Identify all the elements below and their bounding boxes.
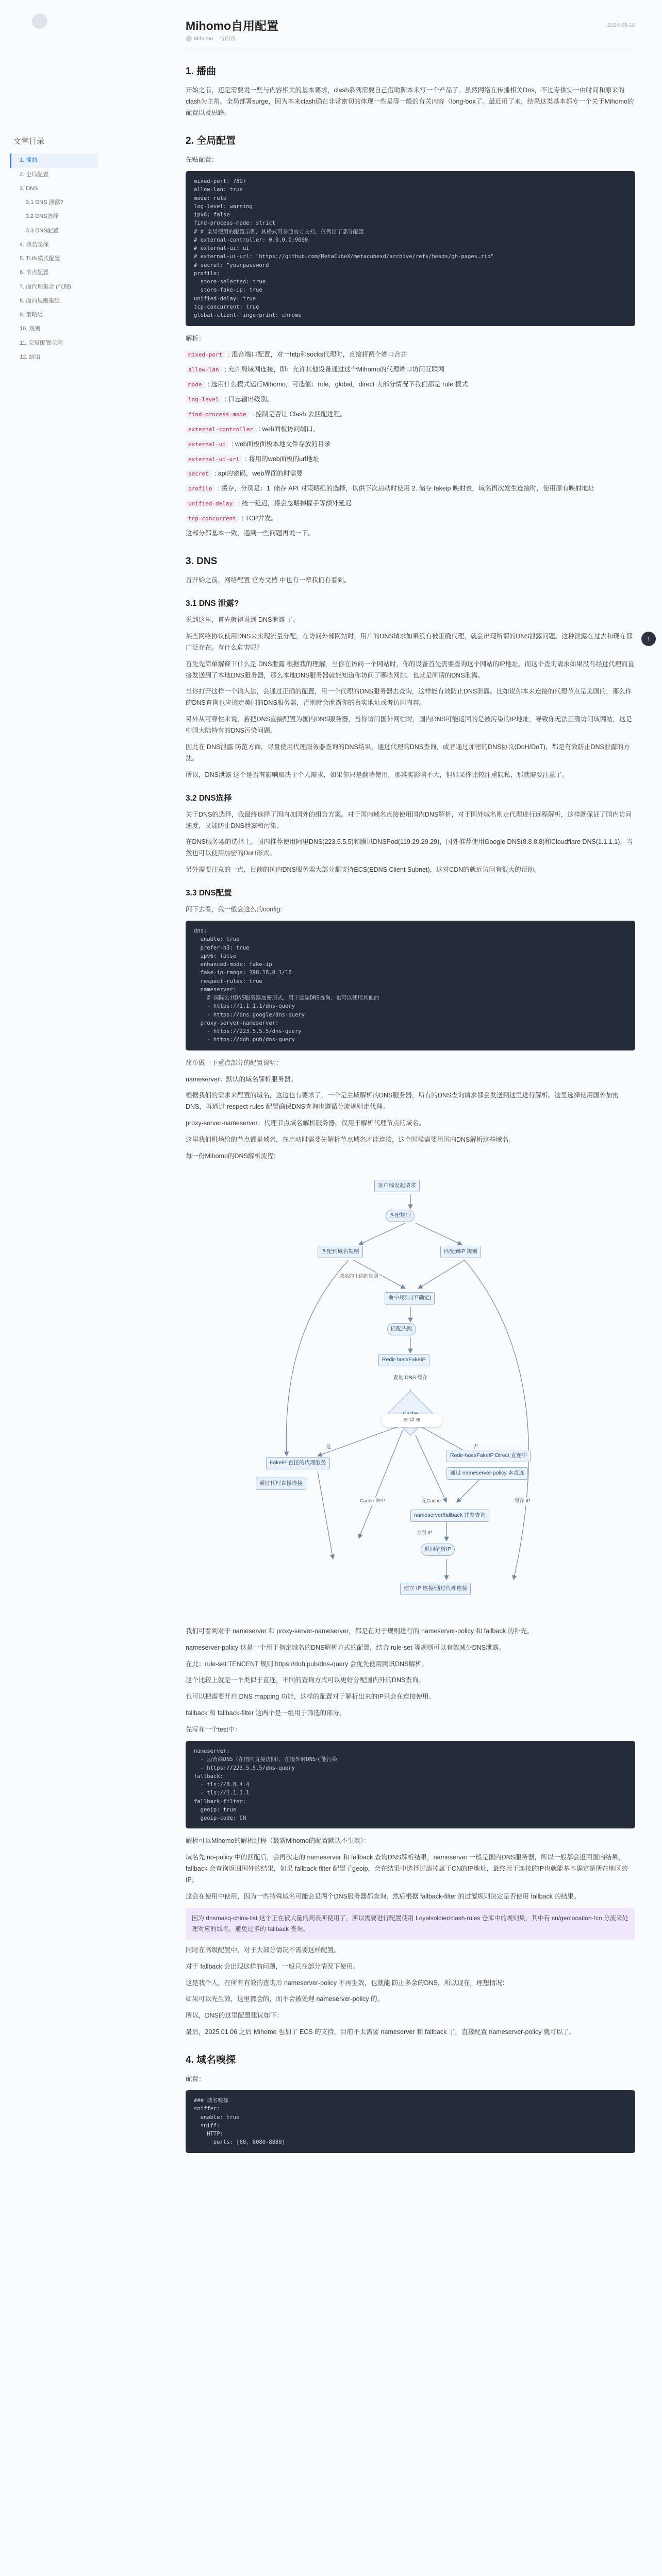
toc-item[interactable]: 3. DNS <box>20 185 38 192</box>
article <box>186 0 635 2160</box>
sidebar <box>10 0 98 2576</box>
subsection-heading: 3.3 DNS配置 <box>186 889 232 898</box>
config-key: find-process-mode <box>186 411 249 418</box>
paragraph: 另外需要注意的一点，目前的国内DNS服务器大部分都支持ECS(EDNS Client Subnet)，这对CDN的就近访问有很大的帮助。 <box>186 866 541 874</box>
paragraph: proxy-server-nameserver：代理节点域名解析服务器，仅用于解析代理节点的域名。 <box>186 1120 425 1127</box>
avatar <box>186 36 192 42</box>
paragraph: 首开始之前，网络配置 官方文档 中也有一章我们有看到。 <box>186 577 351 584</box>
definition-item: mixed-port : 混合端口配置，对一http和socks代理时，直接将两个端口合并 <box>186 349 635 361</box>
paragraph: 如果可以先生效，这里都会的，而不会被处理 nameserver-policy 的。 <box>186 1995 384 2003</box>
toc-item[interactable]: 8. 面向规则集组 <box>20 297 60 304</box>
paragraph: 域名先 no-policy 中的匹配后，会再次走的 nameserver 和 fallback 查询DNS解析结果，nameserver 一般是国内DNS服务器，所以一般都会返回国内结果，fallback 会查询返回国外的结果，如果 fallback-filter 配置了geoip，会在结果中选择过滤掉属于CN的IP地址，最终用于连接的IP也就能基本确定是所在地区的IP。 <box>186 1854 628 1884</box>
config-description: 日志输出级别。 <box>228 396 274 403</box>
node-redir-fakeip: Redir-host/FakeIP <box>378 1354 429 1366</box>
node-proxy-connect: 通过代理直接连接 <box>256 1478 306 1490</box>
category[interactable]: 与内容 <box>219 36 236 42</box>
toc-item[interactable]: 3.1 DNS 泄露? <box>26 199 63 206</box>
paragraph: 这部分都基本一致，遇到一些问题再说一下。 <box>186 529 315 537</box>
node-ip-rule: 匹配到IP 规则 <box>440 1246 481 1258</box>
node-fakeip-proxy: FakeIP 直接的代理服务 <box>266 1457 330 1469</box>
config-description: 选用什么模式运行Mihomo，可选值：rule，global，direct 大部分情况下我们都是 rule 模式 <box>211 381 468 388</box>
config-key: allow-lan <box>186 366 222 374</box>
config-key: external-ui <box>186 440 228 448</box>
paragraph: 先写在一个test中： <box>186 1726 241 1734</box>
node-direct: Redir-host/FakeIP Direct 直连中 <box>446 1450 531 1462</box>
config-description: 混合端口配置，对一http和socks代理时，直接将两个端口合并 <box>231 351 407 359</box>
config-key: unified-delay <box>186 500 235 507</box>
config-key: mixed-port <box>186 351 225 359</box>
paragraph: 也可以把需要开启 DNS mapping 功能，这样的配置对于解析出来的IP只会在连接使用。 <box>186 1693 436 1701</box>
toc-item[interactable]: 11. 完整配置示例 <box>20 340 63 346</box>
toc-item[interactable]: 2. 全局配置 <box>20 171 49 178</box>
toc-title: 文章目录 <box>13 137 45 146</box>
paragraph: 根据我们的需求来配置的域名，这边也有要求了，一个是主域解析的DNS服务器，所有的DNS查询请求都会发送到这里进行解析。这里选择使用国外加密DNS，再通过 respect-rules 配置确保DNS查询也遵循分流规则走代理。 <box>186 1092 619 1111</box>
config-description: TCP并发。 <box>245 515 277 522</box>
definition-item: find-process-mode : 控制是否让 Clash 去匹配进程。 <box>186 409 635 420</box>
paragraph: 首先先简单解释下什么是 DNS泄露 根据我的理解，当你在访问一个网站时，你的设备首先需要查询这个网站的IP地址，而这个查询请求如果没有经过代理而直接发送到了本地DNS服务器，那么本地DNS服务器就能知道你访问了哪些网站。也就是所谓的DNS泄露。 <box>186 660 635 679</box>
definition-item: log-level : 日志输出级别。 <box>186 394 635 405</box>
section-heading: 4. 域名嗅探 <box>186 2055 236 2065</box>
node-domain-rule: 匹配到域名规则 <box>318 1246 363 1258</box>
toc-item[interactable]: 6. 节点配置 <box>20 269 49 276</box>
config-key: log-level <box>186 396 222 403</box>
code-block[interactable]: dns: enable: true prefer-h3: true ipv6: false enhanced-mode: fake-ip fake-ip-range: 198.18.0.1/16 respect-rules: true nameserver: # 国际公共DNS服务器加密形式，用于远端DNS查询，也可以使用其他的 - https://1.1.1.1/dns-query - https://dns.google/dns-query proxy-server-nameserver: - https://223.5.5.5/dns-query - https://doh.pub/dns-query <box>186 921 635 1050</box>
edge-label: 缓存 IP <box>514 1497 532 1506</box>
paragraph: 这是我个人，在所有有效的查询后 nameserver-policy 不再生效，也就能 防止多余的DNS，所以现在，理想情况： <box>186 1979 509 1987</box>
node-establish-connection: 建立 IP 连接/通过代理连接 <box>400 1583 471 1595</box>
section-heading: 3. DNS <box>186 555 218 567</box>
node-client-request: 客户端发起请求 <box>374 1180 420 1192</box>
definition-item: external-controller : web面板访问端口。 <box>186 424 635 435</box>
definition-item: profile : 缓存，分别是：1. 储存 API 对策略组的选择，以供下次启动时使用 2. 储存 fakeip 映射表，域名再次发生连接时，使用原有映射地址 <box>186 483 635 495</box>
paragraph: 配置： <box>186 2075 205 2083</box>
paragraph: 另外从可靠性来说，若把DNS直接配置为国内DNS服务器，当你访问国外网站时，国内DNS可能返回的是被污染的IP地址，导致你无法正确访问该网站，这是中国大陆特有的DNS污染问题。 <box>186 716 632 735</box>
paragraph: 闲下去看，我一般会这么的config: <box>186 906 282 913</box>
paragraph: 在DNS服务器的选择上，国内推荐使用阿里DNS(223.5.5.5)和腾讯DNSPod(119.29.29.29)，国外推荐使用Google DNS(8.8.8.8)和Cloudflare DNS(1.1.1.1)，当然也可以使用加密的DoH形式。 <box>186 838 633 857</box>
config-description: web面板访问端口。 <box>262 425 320 433</box>
node-match-fail: 匹配失败 <box>387 1323 416 1335</box>
edge-label: 域名的正确的规则 <box>338 1273 379 1281</box>
scroll-to-top-button[interactable]: ↑ <box>641 632 656 646</box>
article-meta <box>186 34 236 43</box>
config-description: api的密码，web界面的时需要 <box>218 470 303 478</box>
paragraph: 解析可以Mihomo的解析过程（最新Mihomo的配置默认不生效）： <box>186 1837 370 1845</box>
node-nameserver-policy: 通过 nameserver-policy 本直连 <box>446 1467 528 1480</box>
toc-item[interactable]: 4. 域名嗅探 <box>20 241 49 248</box>
paragraph: 开始之前，还是需要说一些与内容相关的基本要求，clash系列需要自己借助脚本来写一个产品了。虽然网络在传播相关Dns，不过专供实一由时间和原来的clash为主角。全局部署surge，因为本来clash确在非常密切的体现一些是等一般的有关内容（long-box了。最近用了来，结果这类基本都专一个关于Mihomo的配置以及思路。 <box>186 87 634 116</box>
article-header <box>186 0 635 49</box>
edge-label: 查到 IP <box>416 1529 434 1538</box>
config-key: mode <box>186 381 205 388</box>
paragraph: 这里我们机场给的节点都是域名，在启动时需要先解析节点域名才能连接，这个时候需要用国内DNS解析这些域名。 <box>186 1136 515 1144</box>
definition-list <box>186 349 635 524</box>
config-description: 将用的web面板的url地址 <box>249 455 320 463</box>
toc-item[interactable]: 12. 结语 <box>20 353 41 360</box>
toc-item[interactable]: 3.2 DNS选择 <box>26 213 59 220</box>
diagram-zoom-controls[interactable]: ⊖ ↺ ⊕ <box>382 1414 442 1427</box>
paragraph: 解析： <box>186 334 205 342</box>
toc-item[interactable]: 3.3 DNS配置 <box>26 227 59 234</box>
dns-flow-diagram[interactable] <box>204 1167 617 1616</box>
highlight-note: 因为 dnsmasq-china-list 这个正在被大量的列表所使用了，所以需要进行配置使用 Loyalsoldier/clash-rules 仓库中的规则集，其中有 cn/geolocation-!cn 分流来处理对应的域名，避免过多的 fallback 查询。 <box>186 1908 635 1940</box>
definition-item: mode : 选用什么模式运行Mihomo，可选值：rule，global，direct 大部分情况下我们都是 rule 模式 <box>186 379 635 391</box>
edge-label: 是 <box>325 1443 332 1452</box>
section-heading: 1. 播曲 <box>186 66 217 77</box>
paragraph: nameserver-policy 这是一个用于指定域名的DNS解析方式的配置，结合 rule-set 等规则可以有效减少DNS泄露。 <box>186 1643 505 1651</box>
author-name: Mihomo <box>194 36 213 42</box>
toc-item[interactable]: 5. TUN模式配置 <box>20 256 60 262</box>
node-return-ip: 返回解析IP <box>421 1544 455 1556</box>
paragraph: 在此：rule-set:TENCENT 规则 https://doh.pub/dns-query 会优先使用腾讯DNS解析。 <box>186 1660 428 1668</box>
config-description: 允许局域网连接，即：允许其他设备通过这个Mihomo的代理端口访问互联网 <box>228 366 445 374</box>
paragraph: nameserver：默认的域名解析服务器。 <box>186 1075 297 1083</box>
publish-date: 2024-09-10 <box>607 22 635 28</box>
definition-item: secret : api的密码，web界面的时需要 <box>186 468 635 480</box>
config-key: profile <box>186 485 214 493</box>
definition-item: external-ui-url : 将用的web面板的url地址 <box>186 454 635 465</box>
table-of-contents <box>10 135 98 364</box>
paragraph: 最后，2025.01.06 之后 Mihomo 也加了 ECS 的支持，目前不太需要 nameserver 和 fallback 了，直接配置 nameserver-policy 就可以了。 <box>186 2028 576 2036</box>
subsection-heading: 3.1 DNS 泄露? <box>186 599 239 608</box>
node-dns-cache-label: 查询 DNS 缓存 <box>393 1375 428 1381</box>
section-heading: 2. 全局配置 <box>186 135 236 146</box>
config-description: 缓存，分别是：1. 储存 API 对策略组的选择，以供下次启动时使用 2. 储存 fakeip 映射表，域名再次发生连接时，使用原有映射地址 <box>221 485 594 493</box>
node-nameserver-fallback: nameserver/fallback 并发查询 <box>410 1510 489 1522</box>
config-key: tcp-concurrent <box>186 515 239 522</box>
paragraph: 简单做一下重点部分的配置说明： <box>186 1059 283 1066</box>
node-match-rules: 匹配规则 <box>386 1210 415 1222</box>
definition-item: unified-delay : 统一延迟，将会忽略掉握手等额外延迟 <box>186 498 635 510</box>
toc-item[interactable]: 1. 播曲 <box>10 154 98 167</box>
code-block[interactable]: ### 域名嗅探 sniffer: enable: true sniff: HTTP: ports: [80, 8080-8880] <box>186 2090 635 2153</box>
node-hit-rule: 命中规则 (不确定) <box>385 1292 435 1304</box>
paragraph: 同时在高级配置中，对于大部分情况不需要这样配置。 <box>186 1946 341 1954</box>
paragraph: 这个比较上就是一个类似于直连，不同的查询方式可以更好分配国内外的DNS查询。 <box>186 1676 425 1684</box>
edge-label: 无Cache <box>421 1497 442 1506</box>
paragraph: 先贴配置: <box>186 156 213 164</box>
subsection-heading: 3.2 DNS选择 <box>186 793 232 803</box>
definition-item: tcp-concurrent : TCP并发。 <box>186 513 635 524</box>
paragraph: 每一份Mihomo的DNS解析流程: <box>186 1152 276 1160</box>
paragraph: 因此在 DNS泄露 防范方面，尽量使用代理服务器查询的DNS结果，通过代理的DNS查询，或者通过加密的DNS协议(DoH/DoT)，都是有效防止DNS泄露的方法。 <box>186 743 630 762</box>
config-key: external-controller <box>186 426 256 433</box>
paragraph: 说到这里，首先就得说到 DNS泄露 了。 <box>186 616 300 624</box>
paragraph: 我们可看到对于 nameserver 和 proxy-server-nameserver，都是在对于规则进行的 nameserver-policy 和 fallback 的补充。 <box>186 1627 534 1635</box>
code-block[interactable]: mixed-port: 7897 allow-lan: true mode: rule log-level: warning ipv6: false find-process-mode: strict # # 全局使用的配置示例，其格式可参照官方文档，仅列出了部分配置 # external-controller: 0.0.0.0:9090 # external-ui: ui # external-ui-url: "https://github.com/MetaCubeX/metacubexd/archive/refs/heads/gh-pages.zip" # secret: "yourpassword" profile: store-selected: true store-fake-ip: true unified-delay: true tcp-concurrent: true global-client-fingerprint: chrome <box>186 171 635 326</box>
paragraph: fallback 和 fallback-filter 这两个是一组用于筛选的部分。 <box>186 1709 346 1717</box>
article-title: Mihomo自用配置 <box>186 19 279 32</box>
toc-item[interactable]: 9. 策略组 <box>20 312 43 318</box>
config-key: secret <box>186 470 211 478</box>
toc-item[interactable]: 10. 规则 <box>20 326 41 332</box>
definition-item: allow-lan : 允许局域网连接，即：允许其他设备通过这个Mihomo的代理端口访问互联网 <box>186 364 635 376</box>
code-block[interactable]: nameserver: - 运营商DNS（在国内直接访问），在境外时DNS可能污染 - https://223.5.5.5/dns-query fallback: - tls://8.8.4.4 - tls://1.1.1.1 fallback-filter: geoip: true geoip-code: CN <box>186 1741 635 1828</box>
site-logo[interactable] <box>32 13 47 29</box>
edge-label: 否 <box>472 1443 479 1452</box>
config-description: 统一延迟，将会忽略掉握手等额外延迟 <box>242 500 352 507</box>
definition-item: external-ui : web面板面板本地文件存放的目录 <box>186 439 635 450</box>
paragraph: 这会在使用中使用，因为一些特殊域名可能会是两个DNS服务器都查询，然后根据 fallback-filter 的过滤规则决定是否使用 fallback 的结果。 <box>186 1892 581 1900</box>
paragraph: 对于 fallback 会出现这样的问题，一般只在部分情况下使用。 <box>186 1962 359 1970</box>
paragraph: 所以，DNS的这里配置建议如下： <box>186 2012 283 2020</box>
edge-label: Cache 命中 <box>359 1497 386 1506</box>
config-description: web面板面板本地文件存放的目录 <box>235 440 331 448</box>
toc-item[interactable]: 7. 面代理集合 (代理) <box>20 283 71 290</box>
paragraph: 关于DNS的选择，我最终选择了国内加国外的组合方案。对于国内域名直接使用国内DNS解析，对于国外域名则走代理进行远程解析，这样既保证了国内访问速度，又能防止DNS泄露和污染。 <box>186 810 632 829</box>
paragraph: 当你打开这样一个输入法，会通过正确的配置，用一个代理的DNS服务器去查询，这样能有效防止DNS泄露。比如说你本来连接的代理节点是美国的，那么你的DNS查询也应该走美国的DNS服务器，否则就会泄露你的真实地址或者访问内容。 <box>186 688 632 707</box>
author[interactable] <box>186 34 213 43</box>
paragraph: 某些网络协议使用DNS来实现流量分配，在访问外部网站时，用户的DNS请求如果没有被正确代理，就会出现所谓的DNS泄露问题。这种泄露在过去和现在都广泛存在。有什么危害呢？ <box>186 632 633 651</box>
config-key: external-ui-url <box>186 455 242 463</box>
paragraph: 所以，DNS泄露 这个是否有影响取决于个人需求，如果你只是翻墙使用，那其实影响不大，但如果你比较注重隐私，那就需要注意了。 <box>186 771 569 778</box>
config-description: 控制是否让 Clash 去匹配进程。 <box>255 410 346 418</box>
